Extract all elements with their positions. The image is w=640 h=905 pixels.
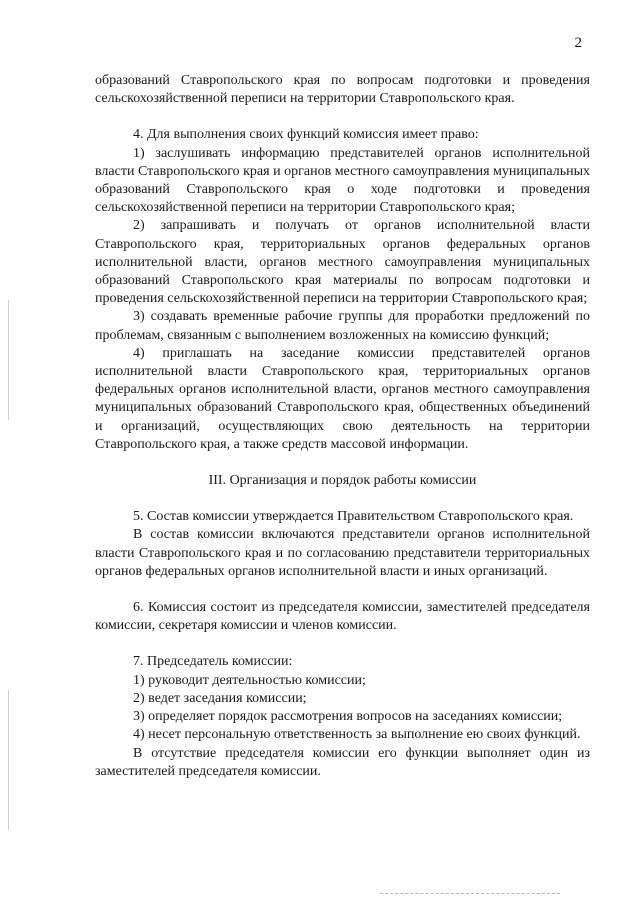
paragraph: 3) создавать временные рабочие группы для проработки предложений по проблемам, связанным с выполнением возложенных на комиссию функций; (95, 309, 590, 343)
paragraph: 7. Председатель комиссии: (133, 654, 293, 670)
paragraph: 3) определяет порядок рассмотрения вопросов на заседаниях комиссии; (133, 709, 563, 725)
paragraph: 6. Комиссия состоит из председателя комиссии, заместителей председателя комиссии, секретаря комиссии и членов комиссии. (95, 600, 590, 634)
scan-margin-mark (8, 690, 9, 830)
paragraph: 4. Для выполнения своих функций комиссия имеет право: (133, 127, 479, 143)
paragraph: В отсутствие председателя комиссии его функции выполняет один из заместителей председателя комиссии. (95, 745, 590, 779)
paragraph: В состав комиссии включаются представители органов исполнительной власти Ставропольского края и по согласованию представители территориальных органов федеральных органов исполнительной власти и иных организаций. (95, 527, 590, 579)
scan-margin-mark (8, 300, 9, 420)
page-number: 2 (574, 35, 582, 51)
paragraph: образований Ставропольского края по вопросам подготовки и проведения сельскохозяйственной переписи на территории Ставропольского края. (95, 73, 590, 107)
paragraph: 4) несет персональную ответственность за выполнение ею своих функций. (133, 727, 581, 743)
paragraph: 1) заслушивать информацию представителей органов исполнительной власти Ставропольского края и органов местного самоуправления муниципальных образований Ставропольского края о ходе подготовки и проведения сельскохозяйственной переписи на территории Ставропольского края; (95, 145, 590, 216)
paragraph: 2) ведет заседания комиссии; (133, 690, 307, 706)
scan-artifact-line (380, 893, 560, 895)
document-body (95, 72, 590, 781)
paragraph: 1) руководит деятельностью комиссии; (133, 672, 366, 688)
paragraph: 5. Состав комиссии утверждается Правительством Ставропольского края. (133, 509, 574, 525)
paragraph: 4) приглашать на заседание комиссии представителей органов исполнительной власти Ставропольского края, территориальных органов федеральных органов исполнительной власти, органов местного самоуправления муниципальных образований Ставропольского края, общественных объединений и организаций, осуществляющих свою деятельность на территории Ставропольского края, а также средств массовой информации. (95, 345, 590, 452)
paragraph: 2) запрашивать и получать от органов исполнительной власти Ставропольского края, территориальных органов федеральных органов исполнительной власти, органов местного самоуправления муниципальных образований Ставропольского края материалы по вопросам подготовки и проведения сельскохозяйственной переписи на территории Ставропольского края; (95, 218, 590, 307)
section-heading: III. Организация и порядок работы комиссии (208, 473, 477, 489)
